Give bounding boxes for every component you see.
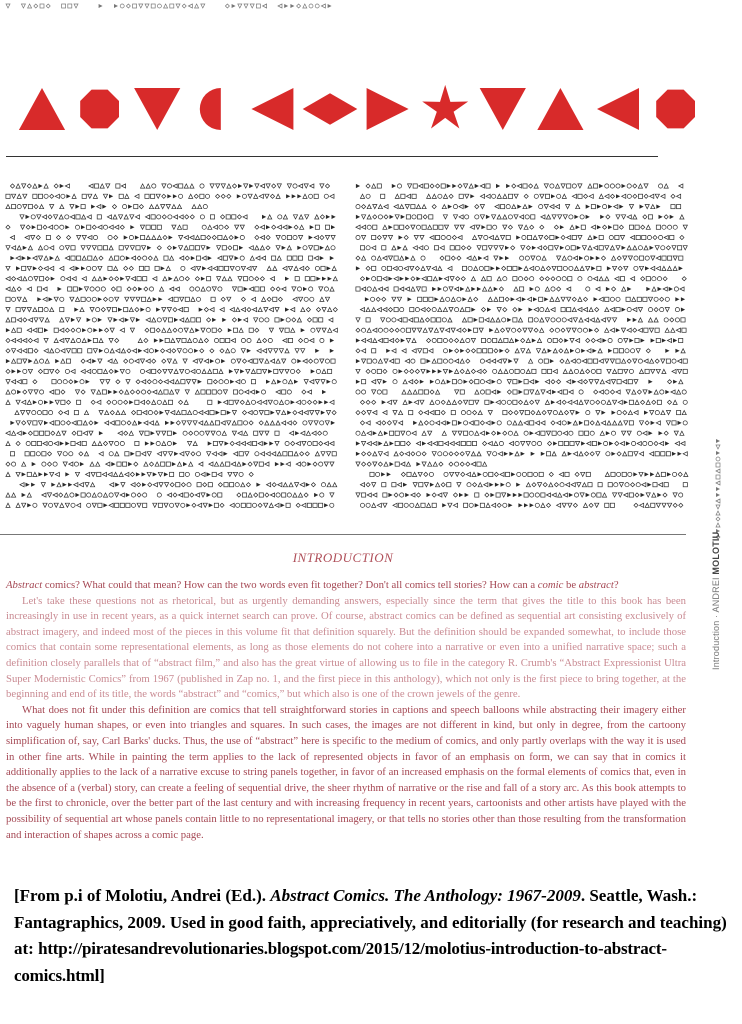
paragraph-2: Let's take these questions not as rhetorical, but as urgently demanding answers, especially since the term that gives the title to this book has been increasingly in use in recent years, as a quick internet search can prove. Of course, abstract comics can be defined as sequential art consisting exclusively of abstract imagery, and indeed most of the pieces in this volume fit that definition squarely. But the definition should be expanded somewhat, to include those comics that contain some representational elements, as long as those elements do not cohere into a narrative or even into a unified narrative space; such a definition closely parallels that of “abstract film,” and also has the great virtue of allowing us to file in the category R. Crumb's “Abstract Expressionist Ultra Super Modernistic Comics” from 1967 (published in Zap no. 1, and the first piece in this anthology), which not only is the first piece to bring together, at the beginning and end of its title, the words “abstract” and “comics,” but which also is one of the crown jewels of the genre. — [6, 594, 686, 701]
citation-rest: . Seattle, Wash.: Fantagraphics, 2009. Used in good faith, appreciatively, and editorially (for research and teaching) at: — [14, 886, 727, 958]
italic-word-comic: comic — [537, 579, 564, 591]
citation-book-title: Abstract Comics. The Anthology: 1967-2009 — [270, 886, 581, 905]
section-divider — [0, 534, 686, 535]
top-glyph-strip — [0, 0, 742, 16]
introduction-body — [6, 578, 686, 843]
triangle-up-icon — [537, 88, 583, 130]
running-head-prefix: Introduction · ANDREI — [711, 574, 721, 670]
italic-word-abstract: Abstract — [6, 579, 43, 591]
diamond-icon — [303, 93, 358, 125]
p1-text-2: be — [563, 579, 579, 591]
paragraph-1 — [6, 578, 686, 594]
running-head-author: MOLOTIU — [711, 531, 721, 575]
half-circle-icon — [200, 88, 221, 130]
cipher-text-block — [0, 178, 742, 508]
triangle-down-icon — [134, 88, 180, 130]
citation-url: http://piratesandrevolutionaries.blogspot.com/2015/12/molotius-introduction-to-abstract-comics.html — [14, 939, 667, 985]
triangle-right-icon — [367, 88, 409, 130]
triangle-left-icon — [597, 88, 639, 130]
citation-close: ] — [99, 965, 105, 985]
octagon-icon — [80, 90, 119, 129]
octagon-icon — [656, 90, 695, 129]
p1-text: comics? What could that mean? How can the two words even fit together? Don't all comics tell stories? How can a — [42, 579, 538, 591]
paragraph-3: What does not fit under this definition are comics that tell straightforward stories in captions and speech balloons while abstracting their imagery either into vaguely human shapes, or even into triangles and squares. In such cases, the images are not different in kind, but only in degree, from the cartoony simplification of, say, Carl Barks' ducks. Thus, the use of “abstract” here is specific to the medium of comics, and only partly overlaps with the way it is used in other fine arts. While in painting the term applies to the lack of represented objects in favor of an emphasis on form, we can say that in comics it additionally applies to the lack of a narrative excuse to string panels together, in favor of an increased emphasis on the formal elements of comics that, even in the absence of a (verbal) story, can create a feeling of sequential drive, the sheer rhythm of narrative or the rise and fall of a story arc. As this book attempts to be the first to chronicle, over the better part of the last century and with increasing frequency in recent years, cartoonists and other artists have played with the possibility of sequential art whose panels contain little to no representational imagery, or that tells no stories other than those resulting from the transformation and interaction of shapes across a comic page. — [6, 703, 686, 841]
triangle-down-icon — [480, 88, 526, 130]
citation-open: [From p.i of Molotiu, Andrei (Ed.). — [14, 886, 271, 905]
vertical-glyph-label — [700, 435, 740, 545]
red-shapes-row — [0, 60, 742, 160]
top-divider — [6, 156, 658, 157]
section-heading: INTRODUCTION — [292, 550, 394, 565]
running-head-vertical — [703, 531, 733, 672]
italic-word-abstract-2: abstract — [578, 579, 614, 591]
source-citation — [14, 883, 732, 989]
p1-question-mark: ? — [613, 579, 619, 591]
star-icon — [422, 85, 468, 129]
triangle-up-icon — [19, 88, 65, 130]
triangle-left-icon — [251, 88, 293, 130]
